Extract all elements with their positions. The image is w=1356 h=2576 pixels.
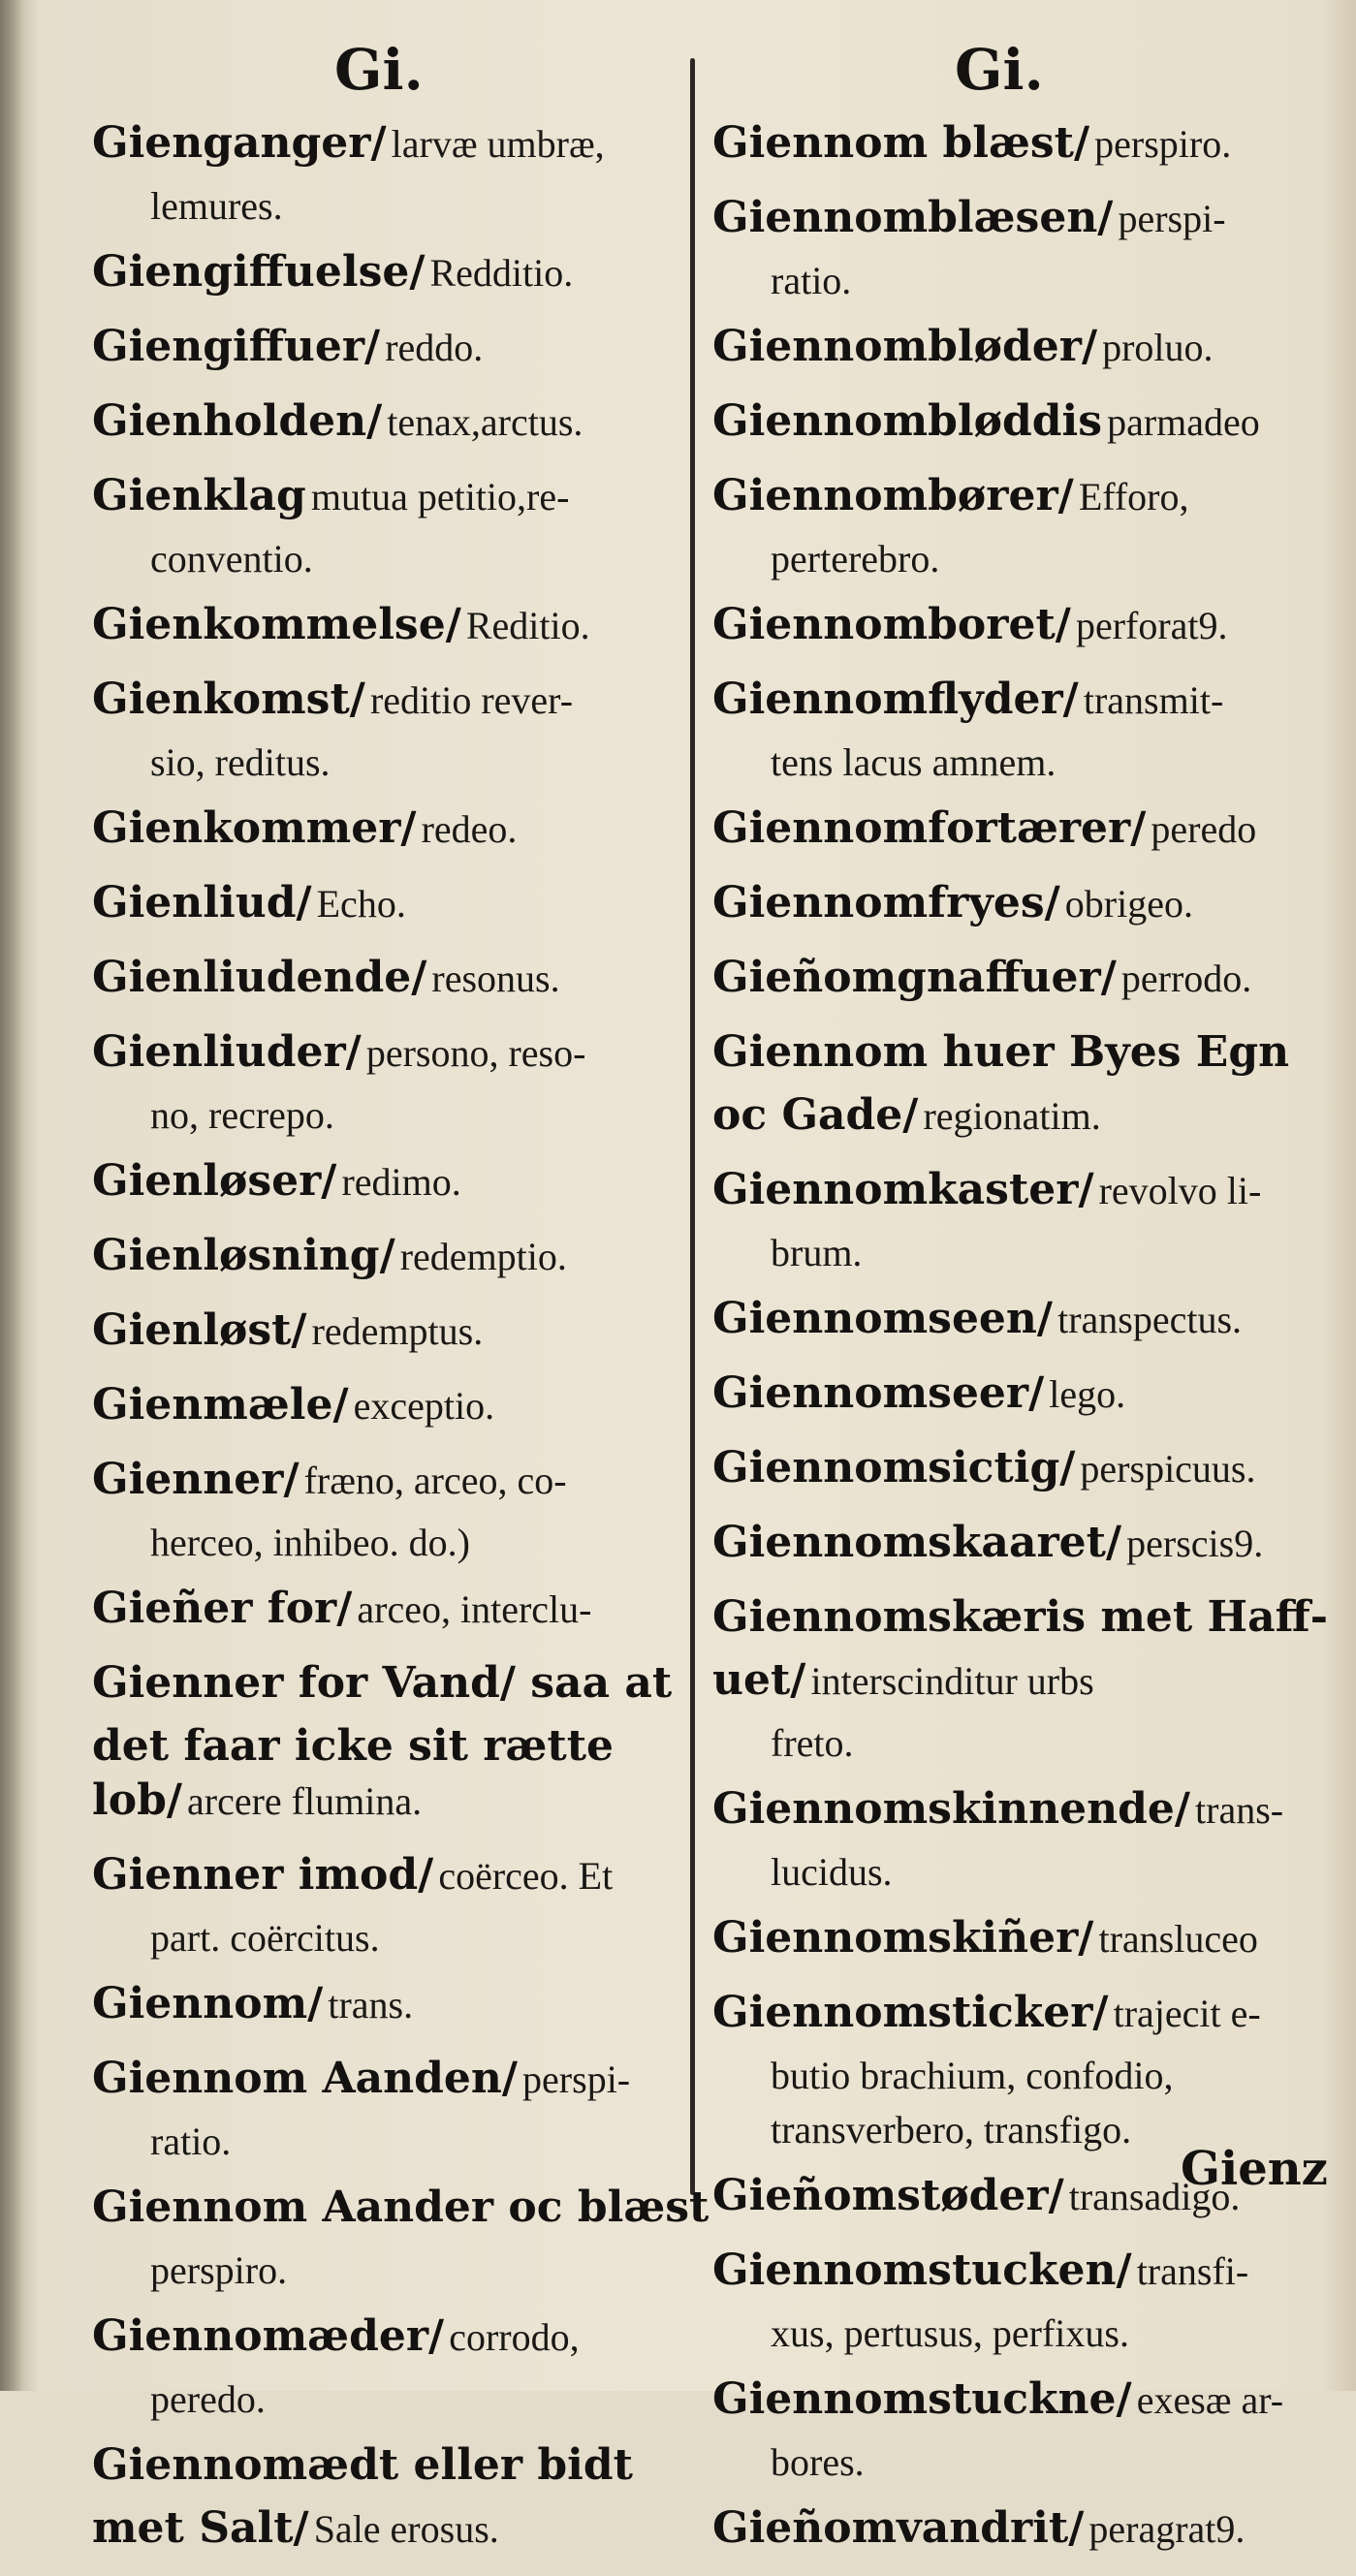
- headword: Giennomskiñer/: [712, 1913, 1094, 1963]
- dictionary-entry: [92, 1025, 685, 1143]
- definition: Echo.: [316, 882, 406, 926]
- definition: obrigeo.: [1064, 882, 1193, 926]
- dictionary-entry: [92, 1304, 685, 1367]
- dictionary-entry: [92, 1582, 685, 1645]
- headword: Gienløser/: [92, 1156, 337, 1206]
- dictionary-entry: [712, 1782, 1306, 1900]
- headword: Gienkommer/: [92, 803, 417, 853]
- entry-line: [712, 1911, 1306, 1974]
- headword: Giennomblæsen/: [712, 193, 1114, 242]
- headword-continuation: met Salt/: [92, 2503, 309, 2553]
- dictionary-entry: [92, 1656, 685, 1837]
- entry-line: [92, 1229, 685, 1292]
- headword: Gienklag: [92, 471, 306, 520]
- definition-continuation: xus, pertusus, perfixus.: [771, 2311, 1129, 2355]
- dictionary-entry: [92, 2181, 710, 2298]
- dictionary-entry: [92, 951, 685, 1014]
- entry-line: [712, 673, 1306, 736]
- dictionary-entry: [712, 116, 1306, 179]
- definition: transluceo: [1098, 1917, 1258, 1961]
- entry-line: [712, 876, 1306, 939]
- dictionary-entry: [712, 1590, 1328, 1771]
- headword: Giennomskæris met Haff-: [712, 1592, 1328, 1642]
- definition-continuation: butio brachium, confodio,: [771, 2054, 1174, 2097]
- headword: Gienkomst/: [92, 675, 365, 724]
- definition-continuation: perterebro.: [771, 537, 940, 581]
- definition: redemptus.: [311, 1309, 484, 1353]
- entry-line: [712, 2501, 1306, 2564]
- definition-continuation: brum.: [771, 1231, 863, 1274]
- headword: Giennom/: [92, 1979, 324, 2028]
- definition: Redditio.: [429, 251, 574, 295]
- entry-line: [712, 1025, 1306, 1088]
- entry-line: [92, 801, 685, 864]
- entry-line: [92, 2501, 685, 2564]
- entry-line: [92, 598, 685, 661]
- entry-line: [712, 2244, 1306, 2307]
- entry-line: [92, 1582, 685, 1645]
- entry-line: [712, 1088, 1306, 1151]
- headword: Giennombløder/: [712, 322, 1098, 371]
- right-column: [712, 116, 1328, 2576]
- definition: revolvo li-: [1098, 1169, 1262, 1212]
- dictionary-entry: [92, 876, 685, 939]
- headword: Giennom blæst/: [712, 118, 1090, 168]
- entry-line: [92, 1025, 685, 1088]
- dictionary-entry: [712, 1911, 1306, 1974]
- dictionary-entry: [712, 673, 1306, 790]
- headword: Gieñer for/: [92, 1584, 353, 1633]
- dictionary-entry: [92, 673, 685, 790]
- definition: reditio rever-: [369, 678, 574, 722]
- headword: Giennombører/: [712, 471, 1074, 520]
- definition: arcere flumina.: [187, 1779, 423, 1823]
- definition-continuation: no, recrepo.: [150, 1093, 334, 1137]
- dictionary-entry: [712, 2244, 1306, 2361]
- definition: perscis9.: [1126, 1522, 1264, 1565]
- entry-line: [92, 2309, 685, 2372]
- definition: trans.: [328, 1983, 414, 2026]
- dictionary-entry: [92, 1848, 685, 1965]
- entry-line: [92, 876, 685, 939]
- dictionary-entry: [712, 1516, 1306, 1579]
- definition: exesæ ar-: [1136, 2378, 1284, 2422]
- entry-line: [92, 2052, 685, 2115]
- headword-continuation: uet/: [712, 1655, 806, 1705]
- entry-line: [712, 1516, 1306, 1579]
- definition: peredo: [1151, 807, 1257, 851]
- definition: arceo, interclu-: [357, 1587, 592, 1631]
- definition: larvæ umbræ,: [391, 122, 605, 166]
- definition-continuation: herceo, inhibeo. do.): [150, 1521, 470, 1564]
- dictionary-entry: [92, 394, 685, 457]
- definition: reddo.: [385, 326, 484, 369]
- entry-line: [712, 1163, 1306, 1226]
- dictionary-entry: [712, 598, 1306, 661]
- definition-continuation: perspiro.: [150, 2248, 288, 2292]
- entry-line: [92, 1656, 685, 1719]
- headword: Giennom Aander oc blæst: [92, 2183, 710, 2232]
- dictionary-entry: [92, 245, 685, 308]
- dictionary-entry: [92, 1977, 685, 2040]
- headword: Gienløsning/: [92, 1231, 395, 1280]
- headword: Giennomæder/: [92, 2311, 445, 2361]
- headword: Gieñomvandrit/: [712, 2503, 1085, 2553]
- definition: trajecit e-: [1113, 1992, 1261, 2035]
- entry-line: [92, 673, 685, 736]
- dictionary-entry: [92, 116, 685, 234]
- dictionary-entry: [712, 1986, 1306, 2157]
- headword: Giennomstucken/: [712, 2246, 1132, 2295]
- definition: proluo.: [1102, 326, 1214, 369]
- headword: Giennomsictig/: [712, 1443, 1076, 1492]
- entry-line: [92, 1977, 685, 2040]
- left-running-head: Gi.: [334, 37, 424, 103]
- definition: peragrat9.: [1088, 2507, 1246, 2551]
- definition-continuation: ratio.: [150, 2120, 232, 2163]
- headword: Giennomfortærer/: [712, 803, 1147, 853]
- definition: perspi-: [522, 2058, 631, 2101]
- entry-line: [712, 951, 1306, 1014]
- entry-line: [712, 469, 1306, 532]
- definition-continuation: lucidus.: [771, 1850, 893, 1894]
- dictionary-entry: [712, 191, 1306, 308]
- entry-line: [92, 951, 685, 1014]
- headword: Gieñomgnaffuer/: [712, 953, 1117, 1002]
- entry-line: [712, 1986, 1306, 2049]
- entry-line: [712, 1782, 1306, 1845]
- headword: Gienganger/: [92, 118, 387, 168]
- definition: persono, reso-: [365, 1031, 586, 1075]
- entry-line: [92, 1453, 685, 1516]
- dictionary-entry: [712, 1163, 1306, 1280]
- entry-line: [92, 1848, 685, 1911]
- headword: Giennomædt eller bidt: [92, 2440, 633, 2490]
- headword: Gienner/: [92, 1455, 300, 1504]
- definition: regionatim.: [923, 1094, 1101, 1138]
- entry-line: [92, 1154, 685, 1217]
- dictionary-entry: [712, 394, 1306, 457]
- definition: transpectus.: [1057, 1298, 1243, 1341]
- entry-line: [712, 1292, 1306, 1355]
- definition: transadigo.: [1068, 2175, 1241, 2218]
- dictionary-entry: [92, 2052, 685, 2169]
- entry-line: [92, 394, 685, 457]
- headword: Gienner for Vand/ saa at: [92, 1658, 673, 1708]
- definition: transfi-: [1136, 2249, 1249, 2293]
- entry-line: [92, 2438, 685, 2501]
- dictionary-entry: [712, 951, 1306, 1014]
- definition: perspiro.: [1094, 122, 1232, 166]
- entry-line: [92, 320, 685, 383]
- headword: Giennomseen/: [712, 1294, 1053, 1343]
- definition-continuation: transverbero, transfigo.: [771, 2108, 1132, 2152]
- headword: Gienløst/: [92, 1305, 307, 1355]
- definition: redemptio.: [399, 1235, 567, 1278]
- dictionary-entry: [712, 320, 1306, 383]
- dictionary-entry: [92, 1453, 685, 1570]
- definition: coërceo. Et: [438, 1854, 614, 1898]
- headword: Giengiffuelse/: [92, 247, 426, 297]
- dictionary-entry: [712, 2372, 1306, 2490]
- entry-line: [712, 116, 1306, 179]
- definition: perspicuus.: [1080, 1447, 1256, 1491]
- definition: Sale erosus.: [313, 2507, 499, 2551]
- entry-line: [92, 469, 685, 532]
- definition: Efforo,: [1078, 475, 1189, 518]
- dictionary-entry: [92, 469, 685, 586]
- definition-continuation: ratio.: [771, 259, 852, 302]
- headword: Gienholden/: [92, 396, 383, 446]
- right-running-head: Gi.: [955, 37, 1044, 103]
- definition: tenax,arctus.: [387, 400, 583, 444]
- definition: lego.: [1049, 1372, 1126, 1416]
- dictionary-entry: [712, 1367, 1306, 1429]
- headword: Giennomskinnende/: [712, 1784, 1190, 1834]
- entry-line: [712, 2372, 1306, 2435]
- definition-continuation: sio, reditus.: [150, 740, 331, 784]
- headword: Giennom Aanden/: [92, 2054, 518, 2103]
- dictionary-entry: [712, 801, 1306, 864]
- dictionary-entry: [92, 1229, 685, 1292]
- entry-line: [92, 1774, 685, 1837]
- definition: resonus.: [431, 957, 560, 1000]
- headword: Gienner imod/: [92, 1850, 434, 1900]
- entry-line: [712, 801, 1306, 864]
- headword: Giennomfryes/: [712, 878, 1060, 927]
- dictionary-entry: [712, 876, 1306, 939]
- entry-line: [712, 320, 1306, 383]
- definition: transmit-: [1083, 678, 1224, 722]
- column-rule: [690, 58, 695, 2195]
- headword: Gienkommelse/: [92, 600, 461, 649]
- headword: Giennombløddis: [712, 396, 1103, 446]
- entry-line: [92, 2181, 710, 2244]
- definition: fræno, arceo, co-: [303, 1459, 567, 1502]
- dictionary-entry: [92, 598, 685, 661]
- dictionary-entry: [92, 2309, 685, 2427]
- headword: Gienmæle/: [92, 1380, 349, 1429]
- headword: Giennomkaster/: [712, 1165, 1094, 1214]
- definition: redimo.: [341, 1160, 461, 1204]
- dictionary-entry: [92, 1154, 685, 1217]
- definition: perforat9.: [1075, 604, 1228, 647]
- definition-continuation: peredo.: [150, 2377, 266, 2421]
- definition: perrodo.: [1120, 957, 1252, 1000]
- definition: Reditio.: [465, 604, 590, 647]
- headword: Giennomstuckne/: [712, 2374, 1132, 2424]
- headword: Giennomflyder/: [712, 675, 1079, 724]
- definition: exceptio.: [353, 1384, 495, 1428]
- dictionary-entry: [92, 320, 685, 383]
- entry-line: [712, 191, 1306, 254]
- definition: interscinditur urbs: [810, 1659, 1094, 1703]
- definition-continuation: part. coërcitus.: [150, 1916, 380, 1960]
- definition: perspi-: [1118, 197, 1226, 240]
- headword: Gienliuder/: [92, 1027, 362, 1077]
- left-column: [92, 116, 710, 2576]
- dictionary-entry: [712, 469, 1306, 586]
- catchword: Gienz: [1181, 2142, 1328, 2196]
- headword: Gienliudende/: [92, 953, 427, 1002]
- headword: Giennomskaaret/: [712, 1518, 1122, 1567]
- dictionary-entry: [92, 1378, 685, 1441]
- entry-line: [92, 1378, 685, 1441]
- entry-line: [712, 1441, 1306, 1504]
- headword: Giennomseer/: [712, 1368, 1045, 1418]
- headword-continuation: lob/: [92, 1775, 182, 1825]
- entry-line: [92, 1304, 685, 1367]
- definition-continuation: freto.: [771, 1721, 854, 1765]
- definition: redeo.: [421, 807, 518, 851]
- dictionary-entry: [92, 801, 685, 864]
- definition-continuation: conventio.: [150, 537, 313, 581]
- definition: mutua petitio,re-: [310, 475, 570, 518]
- definition: corrodo,: [449, 2315, 580, 2359]
- definition-continuation: lemures.: [150, 184, 283, 228]
- entry-line: [92, 116, 685, 179]
- entry-line: [712, 1590, 1328, 1653]
- headword: Giennomsticker/: [712, 1988, 1109, 2037]
- headword: Giennomboret/: [712, 600, 1071, 649]
- dictionary-entry: [712, 2501, 1306, 2564]
- dictionary-entry: [712, 1292, 1306, 1355]
- definition-continuation: tens lacus amnem.: [771, 740, 1056, 784]
- dictionary-entry: [92, 2438, 685, 2564]
- entry-line: [712, 598, 1306, 661]
- headword: Gieñomstøder/: [712, 2171, 1064, 2220]
- headword: Giennom huer Byes Egn: [712, 1027, 1290, 1077]
- dictionary-entry: [712, 1025, 1306, 1151]
- definition-continuation: bores.: [771, 2440, 865, 2484]
- dictionary-entry: [712, 1441, 1306, 1504]
- entry-line: [712, 1367, 1306, 1429]
- headword-continuation: oc Gade/: [712, 1090, 919, 1140]
- headword: Giengiffuer/: [92, 322, 381, 371]
- definition: trans-: [1195, 1788, 1284, 1832]
- headword-continuation: det faar icke sit rætte: [92, 1721, 615, 1771]
- entry-line: [712, 1653, 1306, 1716]
- headword: Gienliud/: [92, 878, 312, 927]
- entry-line: [712, 394, 1306, 457]
- entry-line: [92, 245, 685, 308]
- definition: parmadeo: [1107, 400, 1260, 444]
